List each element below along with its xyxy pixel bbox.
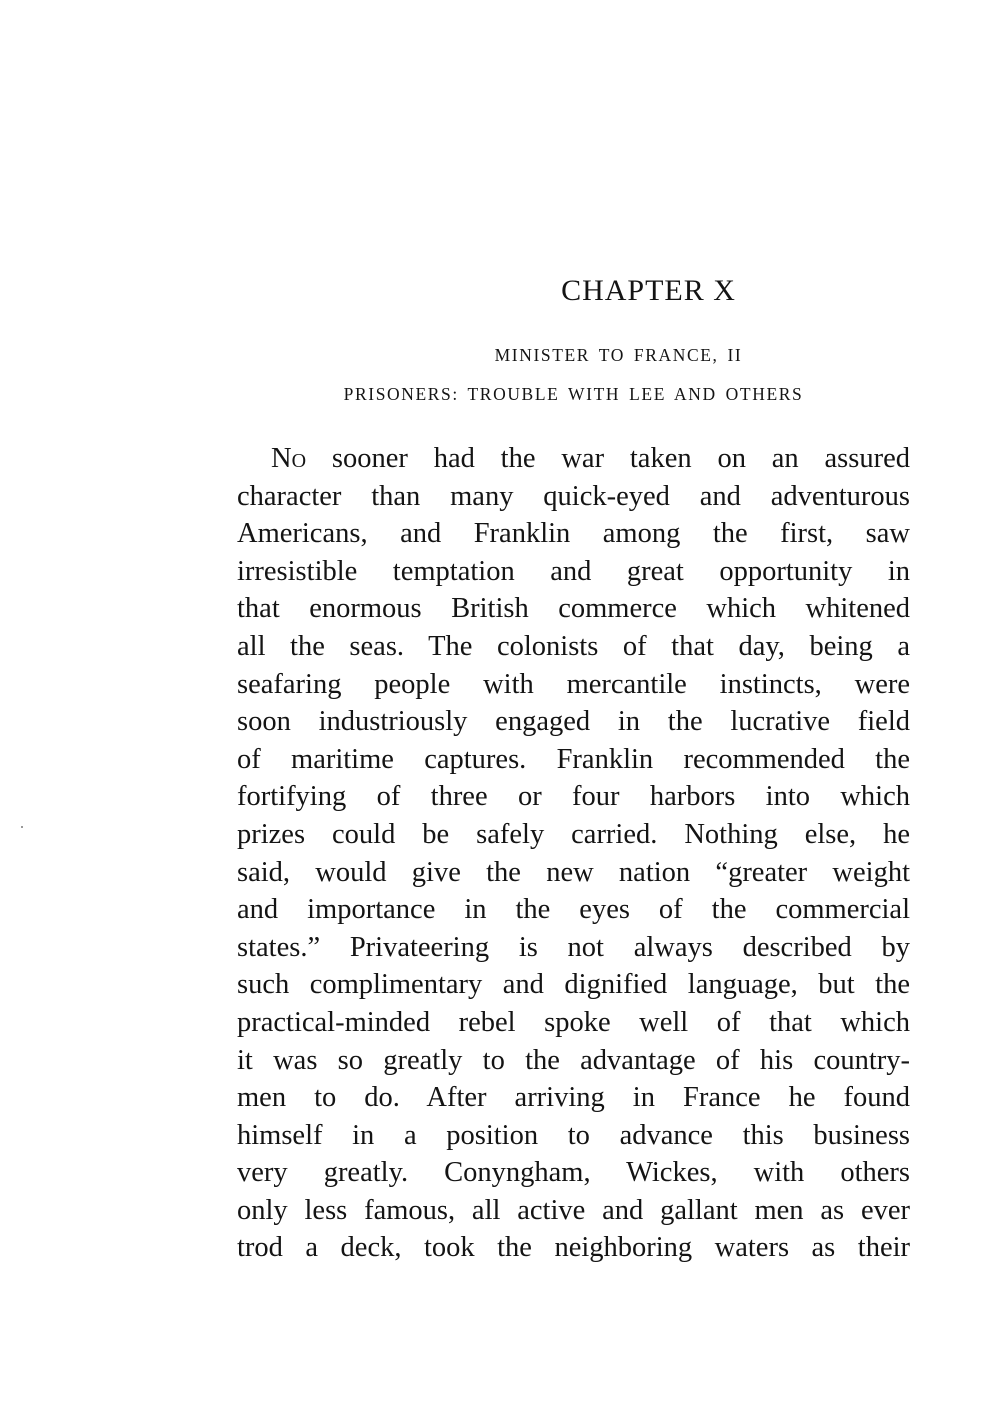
chapter-body-paragraph — [237, 440, 910, 1267]
paragraph-line: irresistible temptation and great opportunity in — [237, 555, 910, 587]
paragraph-line: men to do. After arriving in France he found — [237, 1082, 910, 1114]
paragraph-line-1-text: sooner had the war taken on an assured — [306, 443, 910, 474]
paragraph-line: character than many quick-eyed and adventurous — [237, 480, 910, 512]
paragraph-line-1 — [237, 440, 910, 478]
paragraph-line: fortifying of three or four harbors into which — [237, 781, 910, 813]
paragraph-line: all the seas. The colonists of that day, being a — [237, 630, 910, 662]
chapter-subtitle-prisoners: PRISONERS: TROUBLE WITH LEE AND OTHERS — [343, 384, 804, 404]
paragraph-line: such complimentary and dignified language, but the — [237, 969, 910, 1001]
paragraph-line: Americans, and Franklin among the first, saw — [237, 518, 910, 550]
paragraph-line: very greatly. Conyngham, Wickes, with others — [237, 1157, 910, 1189]
paragraph-line: that enormous British commerce which whitened — [237, 593, 910, 625]
paragraph-line: of maritime captures. Franklin recommended the — [237, 743, 910, 775]
paragraph-line: prizes could be safely carried. Nothing else, he — [237, 818, 910, 850]
paragraph-line: and importance in the eyes of the commercial — [237, 894, 910, 926]
opening-small-caps-word: No — [271, 443, 307, 474]
paragraph-line: it was so greatly to the advantage of his country- — [237, 1044, 910, 1076]
paragraph-line: trod a deck, took the neighboring waters as their — [237, 1232, 910, 1264]
paragraph-line: himself in a position to advance this business — [237, 1119, 910, 1151]
paragraph-line: said, would give the new nation “greater weight — [237, 856, 910, 888]
paragraph-line: practical-minded rebel spoke well of that which — [237, 1006, 910, 1038]
scan-speck — [21, 826, 23, 828]
paragraph-line: only less famous, all active and gallant men as ever — [237, 1194, 910, 1226]
paragraph-line: states.” Privateering is not always described by — [237, 931, 910, 963]
chapter-subtitle-minister: MINISTER TO FRANCE, II — [494, 345, 743, 365]
chapter-title: CHAPTER X — [561, 274, 736, 307]
paragraph-line: soon industriously engaged in the lucrative field — [237, 706, 910, 738]
paragraph-line: seafaring people with mercantile instincts, were — [237, 668, 910, 700]
